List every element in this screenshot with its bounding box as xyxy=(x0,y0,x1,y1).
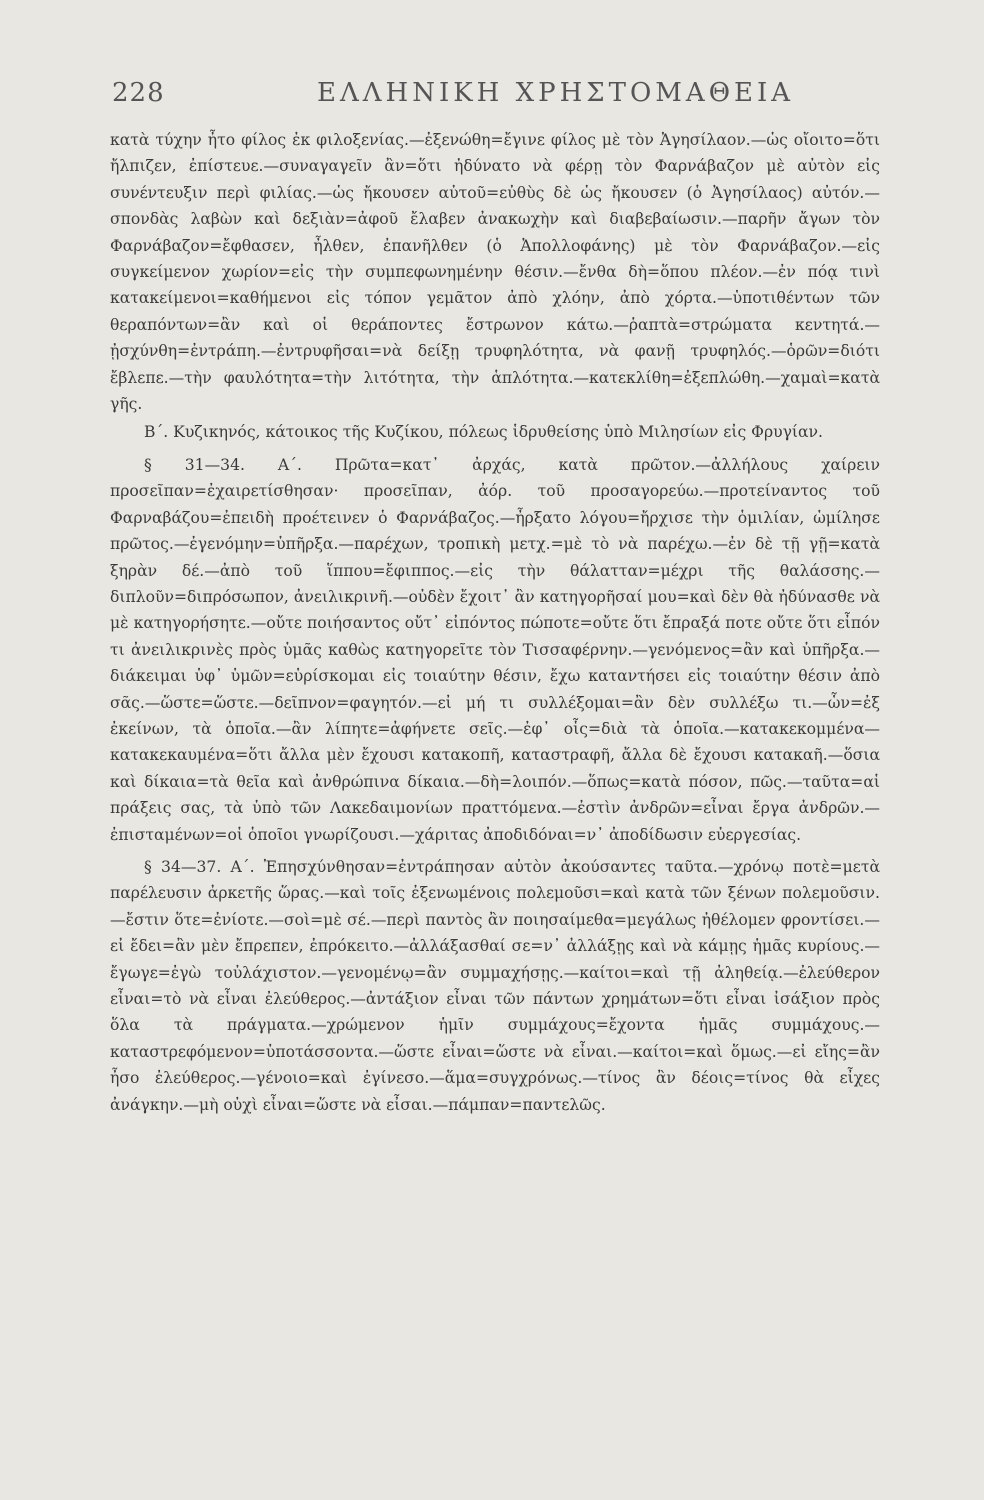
paragraph-section-34-37: § 34—37. Α΄. Ἐπησχύνθησαν=ἐντράπησαν αὐτὸν ἀκούσαντες ταῦτα.—χρόνῳ ποτὲ=μετὰ παρέλευσιν ἀρκετῆς ὥρας.—καὶ τοῖς ἐξενωμένοις πολεμοῦσι=καὶ κατὰ τῶν ξένων πολεμοῦσιν.—ἔστιν ὅτε=ἐνίοτε.—σοὶ=μὲ σέ.—περὶ παντὸς ἂν ποιησαίμεθα=μεγάλως ἠθέλομεν φροντίσει.—εἰ ἔδει=ἂν μὲν ἔπρεπεν, ἐπρόκειτο.—ἀλλάξασθαί σε=ν᾽ ἀλλάξῃς καὶ νὰ κάμῃς ἡμᾶς κυρίους.—ἔγωγε=ἐγὼ τοὐλάχιστον.—γενομένῳ=ἂν συμμαχήσῃς.—καίτοι=καὶ τῇ ἀληθείᾳ.—ἐλεύθερον εἶναι=τὸ νὰ εἶναι ἐλεύθερος.—ἀντάξιον εἶναι τῶν πάντων χρημάτων=ὅτι εἶναι ἰσάξιον πρὸς ὅλα τὰ πράγματα.—χρώμενον ἡμῖν συμμάχους=ἔχοντα ἡμᾶς συμμάχους.—καταστρεφόμενον=ὑποτάσσοντα.—ὥστε εἶναι=ὥστε νὰ εἶναι.—καίτοι=καὶ ὅμως.—εἰ εἴης=ἂν ἦσο ἐλεύθερος.—γένοιο=καὶ ἐγίνεσο.—ἅμα=συγχρόνως.—τίνος ἂν δέοις=τίνος θὰ εἶχες ἀνάγκην.—μὴ οὐχὶ εἶναι=ὥστε νὰ εἶσαι.—πάμπαν=παντελῶς. xyxy=(110,857,880,1114)
paragraph-kyzikenos: Β΄. Κυζικηνός, κάτοικος τῆς Κυζίκου, πόλεως ἱδρυθείσης ὑπὸ Μιλησίων εἰς Φρυγίαν. xyxy=(144,423,823,442)
paragraph-section-31-34: § 31—34. Α΄. Πρῶτα=κατ᾽ ἀρχάς, κατὰ πρῶτον.—ἀλλήλους χαίρειν προσεῖπαν=ἐχαιρετίσθησαν· προσεῖπαν, ἀόρ. τοῦ προσαγορεύω.—προτείναντος τοῦ Φαρναβάζου=ἐπειδὴ προέτεινεν ὁ Φαρνάβαζος.—ἦρξατο λόγου=ἤρχισε τὴν ὁμιλίαν, ὡμίλησε πρῶτος.—ἐγενόμην=ὑπῆρξα.—παρέχων, τροπικὴ μετχ.=μὲ τὸ νὰ παρέχω.—ἐν δὲ τῇ γῇ=κατὰ ξηρὰν δέ.—ἀπὸ τοῦ ἵππου=ἔφιππος.—εἰς τὴν θάλατταν=μέχρι τῆς θαλάσσης.—διπλοῦν=διπρόσωπον, ἀνειλικρινῆ.—οὐδὲν ἔχοιτ᾽ ἂν κατηγορῆσαί μου=καὶ δὲν θὰ ἠδύνασθε νὰ μὲ κατηγορήσητε.—οὔτε ποιήσαντος οὔτ᾽ εἰπόντος πώποτε=οὔτε ὅτι ἔπραξά ποτε οὔτε ὅτι εἶπόν τι ἀνειλικρινὲς πρὸς ὑμᾶς καθὼς κατηγορεῖτε τὸν Τισσαφέρνην.—γενόμενος=ἂν καὶ ὑπῆρξα.—διάκειμαι ὑφ᾽ ὑμῶν=εὑρίσκομαι εἰς τοιαύτην θέσιν, ἔχω καταντήσει εἰς τοιαύτην θέσιν ἀπὸ σᾶς.—ὥστε=ὥστε.—δεῖπνον=φαγητόν.—εἰ μή τι συλλέξομαι=ἂν δὲν συλλέξω τι.—ὧν=ἐξ ἐκείνων, τὰ ὁποῖα.—ἂν λίπητε=ἀφήνετε σεῖς.—ἐφ᾽ οἷς=διὰ τὰ ὁποῖα.—κατακεκομμένα—κατακεκαυμένα=ὅτι ἄλλα μὲν ἔχουσι κατακοπῆ, καταστραφῆ, ἄλλα δὲ ἔχουσι κατακαῆ.—ὅσια καὶ δίκαια=τὰ θεῖα καὶ ἀνθρώπινα δίκαια.—δὴ=λοιπόν.—ὅπως=κατὰ πόσον, πῶς.—ταῦτα=αἱ πράξεις σας, τὰ ὑπὸ τῶν Λακεδαιμονίων πραττόμενα.—ἐστὶν ἀνδρῶν=εἶναι ἔργα ἀνδρῶν.—ἐπισταμένων=οἱ ὁποῖοι γνωρίζουσι.—χάριτας ἀποδιδόναι=ν᾽ ἀποδίδωσιν εὐεργεσίας. xyxy=(110,455,880,844)
body-text xyxy=(110,127,880,1118)
page-number: 228 xyxy=(112,78,165,108)
paragraph-glossary-intro: κατὰ τύχην ἦτο φίλος ἐκ φιλοξενίας.—ἐξενώθη=ἔγινε φίλος μὲ τὸν Ἀγησίλαον.—ὡς οἴοιτο=ὅτι ἤλπιζεν, ἐπίστευε.—συναγαγεῖν ἂν=ὅτι ἠδύνατο νὰ φέρῃ τὸν Φαρνάβαζον μὲ αὐτὸν εἰς συνέντευξιν περὶ φιλίας.—ὡς ἤκουσεν αὐτοῦ=εὐθὺς δὲ ὡς ἤκουσεν (ὁ Ἀγησίλαος) αὐτόν.—σπονδὰς λαβὼν καὶ δεξιὰν=ἀφοῦ ἔλαβεν ἀνακωχὴν καὶ διαβεβαίωσιν.—παρῆν ἄγων τὸν Φαρνάβαζον=ἔφθασεν, ἦλθεν, ἐπανῆλθεν (ὁ Ἀπολλοφάνης) μὲ τὸν Φαρνάβαζον.—εἰς συγκείμενον χωρίον=εἰς τὴν συμπεφωνημένην θέσιν.—ἔνθα δὴ=ὅπου πλέον.—ἐν πόᾳ τινὶ κατακείμενοι=καθήμενοι εἰς τόπον γεμᾶτον ἀπὸ χλόην, ἀπὸ χόρτα.—ὑποτιθέντων τῶν θεραπόντων=ἂν καὶ οἱ θεράποντες ἔστρωνον κάτω.—ῥαπτὰ=στρώματα κεντητά.—ᾐσχύνθη=ἐντράπη.—ἐντρυφῆσαι=νὰ δείξῃ τρυφηλότητα, νὰ φανῇ τρυφηλός.—ὁρῶν=διότι ἔβλεπε.—τὴν φαυλότητα=τὴν λιτότητα, τὴν ἁπλότητα.—κατεκλίθη=ἐξεπλώθη.—χαμαὶ=κατὰ γῆς. xyxy=(110,131,880,414)
running-title: ΕΛΛΗΝΙΚΗ ΧΡΗΣΤΟΜΑΘΕΙΑ xyxy=(317,78,795,108)
page-header xyxy=(112,78,872,118)
